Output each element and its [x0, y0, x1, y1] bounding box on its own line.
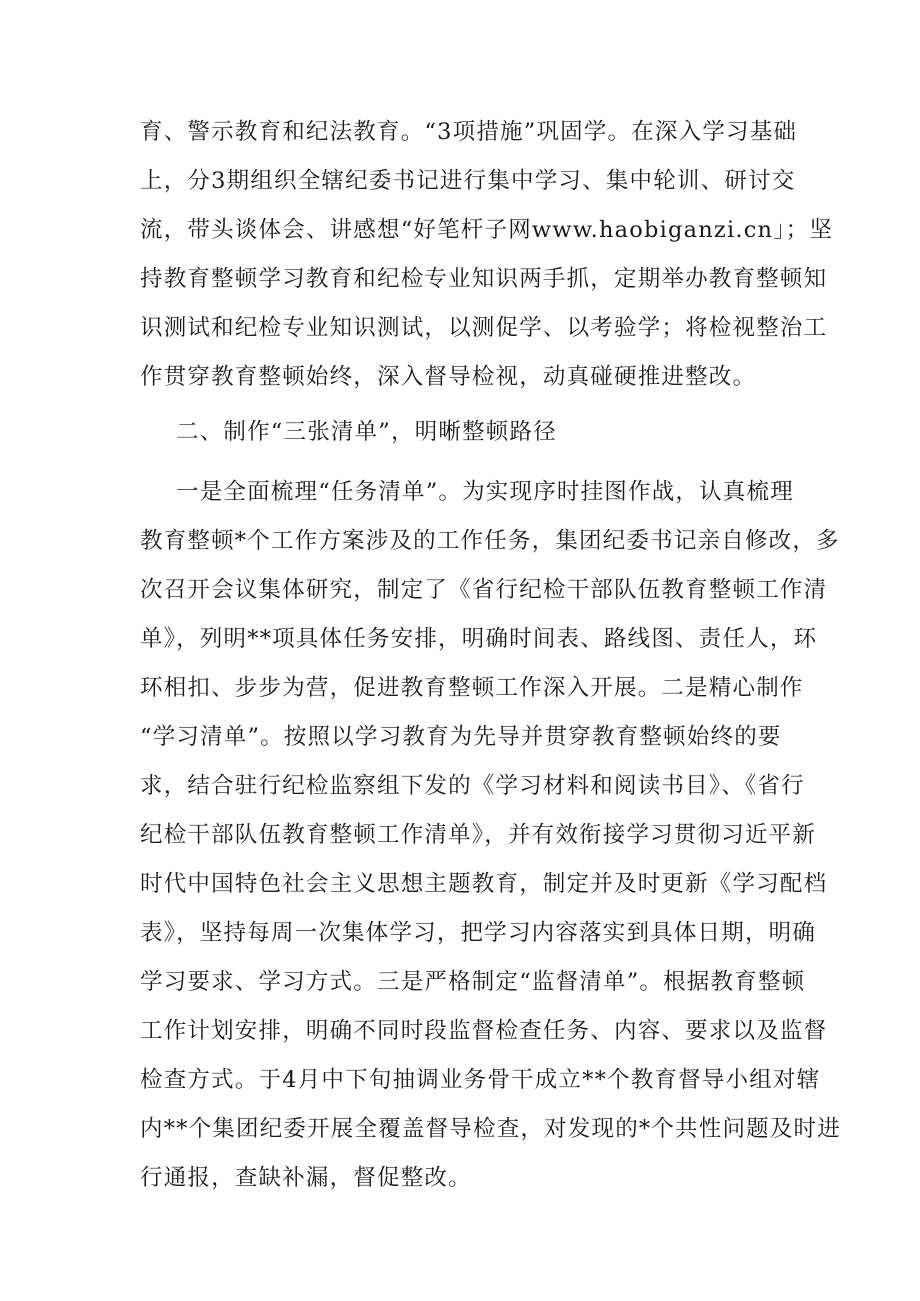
text-line: 育、警示教育和纪法教育。“3项措施”巩固学。在深入学习基础: [140, 119, 798, 145]
text-line: 持教育整顿学习教育和纪检专业知识两手抓，定期举办教育整顿知: [140, 266, 828, 292]
text-line: 表》，坚持每周一次集体学习，把学习内容落实到具体日期，明确: [140, 920, 817, 946]
text-line: 行通报，查缺补漏，督促整改。: [140, 1165, 472, 1191]
text-line: “学习清单”。按照以学习教育为先导并贯穿教育整顿始终的要: [140, 724, 782, 750]
text-line: 次召开会议集体研究，制定了《省行纪检干部队伍教育整顿工作清: [140, 577, 828, 603]
section-heading: [140, 408, 780, 457]
text-line: 教育整顿*个工作方案涉及的工作任务，集团纪委书记亲自修改，多: [140, 528, 840, 554]
text-line: 作贯穿教育整顿始终，深入督导检视，动真碰硬推进整改。: [140, 364, 757, 390]
text-line: 流，带头谈体会、讲感想“好笔杆子网www.haobiganzi.cn」；坚: [140, 217, 834, 243]
heading-text: 二、制作“三张清单”，明晰整顿路径: [176, 419, 557, 445]
text-line: 工作计划安排，明确不同时段监督检查任务、内容、要求以及监督: [140, 1018, 828, 1044]
text-line: 上，分3期组织全辖纪委书记进行集中学习、集中轮训、研讨交: [140, 168, 796, 194]
text-line: 一是全面梳理“任务清单”。为实现序时挂图作战，认真梳理: [176, 479, 794, 505]
paragraph-three-lists: [140, 468, 841, 1203]
paragraph-education-measures: [140, 108, 834, 402]
text-line: 求，结合驻行纪检监察组下发的《学习材料和阅读书目》、《省行: [140, 773, 805, 799]
text-line: 纪检干部队伍教育整顿工作清单》，并有效衔接学习贯彻习近平新: [140, 822, 817, 848]
text-line: 环相扣、步步为营，促进教育整顿工作深入开展。二是精心制作: [140, 675, 804, 701]
text-line: 内**个集团纪委开展全覆盖督导检查，对发现的*个共性问题及时进: [140, 1116, 841, 1142]
text-line: 学习要求、学习方式。三是严格制定“监督清单”。根据教育整顿: [140, 969, 806, 995]
text-line: 单》，列明**项具体任务安排，明确时间表、路线图、责任人，环: [140, 626, 818, 652]
text-line: 时代中国特色社会主义思想主题教育，制定并及时更新《学习配档: [140, 871, 828, 897]
text-line: 识测试和纪检专业知识测试，以测促学、以考验学；将检视整治工: [140, 315, 828, 341]
text-line: 检查方式。于4月中下旬抽调业务骨干成立**个教育督导小组对辖: [140, 1067, 821, 1093]
